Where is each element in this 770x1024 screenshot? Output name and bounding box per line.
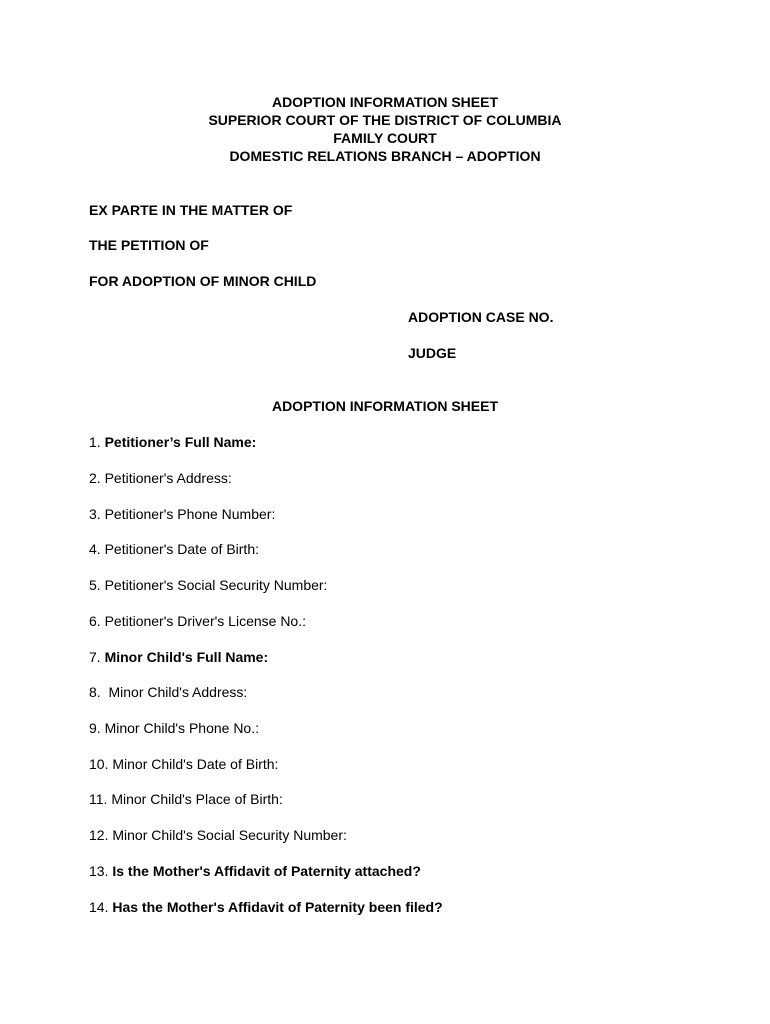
form-item [89, 790, 283, 808]
item-label: Minor Child's Address: [108, 684, 248, 700]
caption-case-no: ADOPTION CASE NO. [408, 309, 554, 325]
item-label: Petitioner's Date of Birth: [104, 541, 259, 557]
item-number: 11. [89, 791, 112, 807]
form-item [89, 755, 278, 773]
item-label: Minor Child's Date of Birth: [112, 756, 279, 772]
item-number: 3. [89, 506, 105, 522]
item-label: Petitioner's Phone Number: [104, 506, 276, 522]
form-item [89, 862, 421, 880]
item-label: Petitioner’s Full Name: [104, 434, 257, 450]
item-number: 4. [89, 541, 105, 557]
form-item [89, 719, 259, 737]
header-branch: DOMESTIC RELATIONS BRANCH – ADOPTION [229, 148, 541, 164]
form-item [89, 612, 306, 630]
caption-judge: JUDGE [408, 345, 457, 361]
item-number: 2. [89, 470, 105, 486]
section-title: ADOPTION INFORMATION SHEET [271, 398, 499, 414]
form-item [89, 648, 268, 666]
item-number: 10. [89, 756, 113, 772]
header-court: SUPERIOR COURT OF THE DISTRICT OF COLUMBIA [208, 112, 562, 128]
item-label: Petitioner's Driver's License No.: [104, 613, 306, 629]
item-label: Minor Child's Social Security Number: [112, 827, 347, 843]
header-title: ADOPTION INFORMATION SHEET [271, 94, 499, 110]
document-header [0, 93, 770, 165]
item-label: Petitioner's Social Security Number: [104, 577, 328, 593]
form-item [89, 540, 259, 558]
item-number: 13. [89, 863, 113, 879]
form-item [89, 683, 247, 701]
item-number: 6. [89, 613, 105, 629]
header-division: FAMILY COURT [333, 130, 437, 146]
item-label: Minor Child's Phone No.: [104, 720, 259, 736]
item-label: Is the Mother's Affidavit of Paternity attached? [112, 863, 421, 879]
item-label: Has the Mother's Affidavit of Paternity been filed? [112, 899, 443, 915]
caption-for-adoption: FOR ADOPTION OF MINOR CHILD [89, 273, 317, 289]
item-label: Petitioner's Address: [104, 470, 232, 486]
item-label: Minor Child's Full Name: [104, 649, 269, 665]
item-number: 1. [89, 434, 105, 450]
form-item [89, 576, 327, 594]
item-number: 8. [89, 684, 109, 700]
item-number: 5. [89, 577, 105, 593]
item-number: 7. [89, 649, 105, 665]
item-number: 14. [89, 899, 113, 915]
form-item [89, 469, 232, 487]
form-item [89, 898, 443, 916]
form-item [89, 505, 275, 523]
form-item [89, 826, 347, 844]
caption-petition-of: THE PETITION OF [89, 237, 209, 253]
item-number: 12. [89, 827, 113, 843]
item-label: Minor Child's Place of Birth: [111, 791, 283, 807]
item-number: 9. [89, 720, 105, 736]
caption-ex-parte: EX PARTE IN THE MATTER OF [89, 202, 293, 218]
form-item [89, 433, 256, 451]
